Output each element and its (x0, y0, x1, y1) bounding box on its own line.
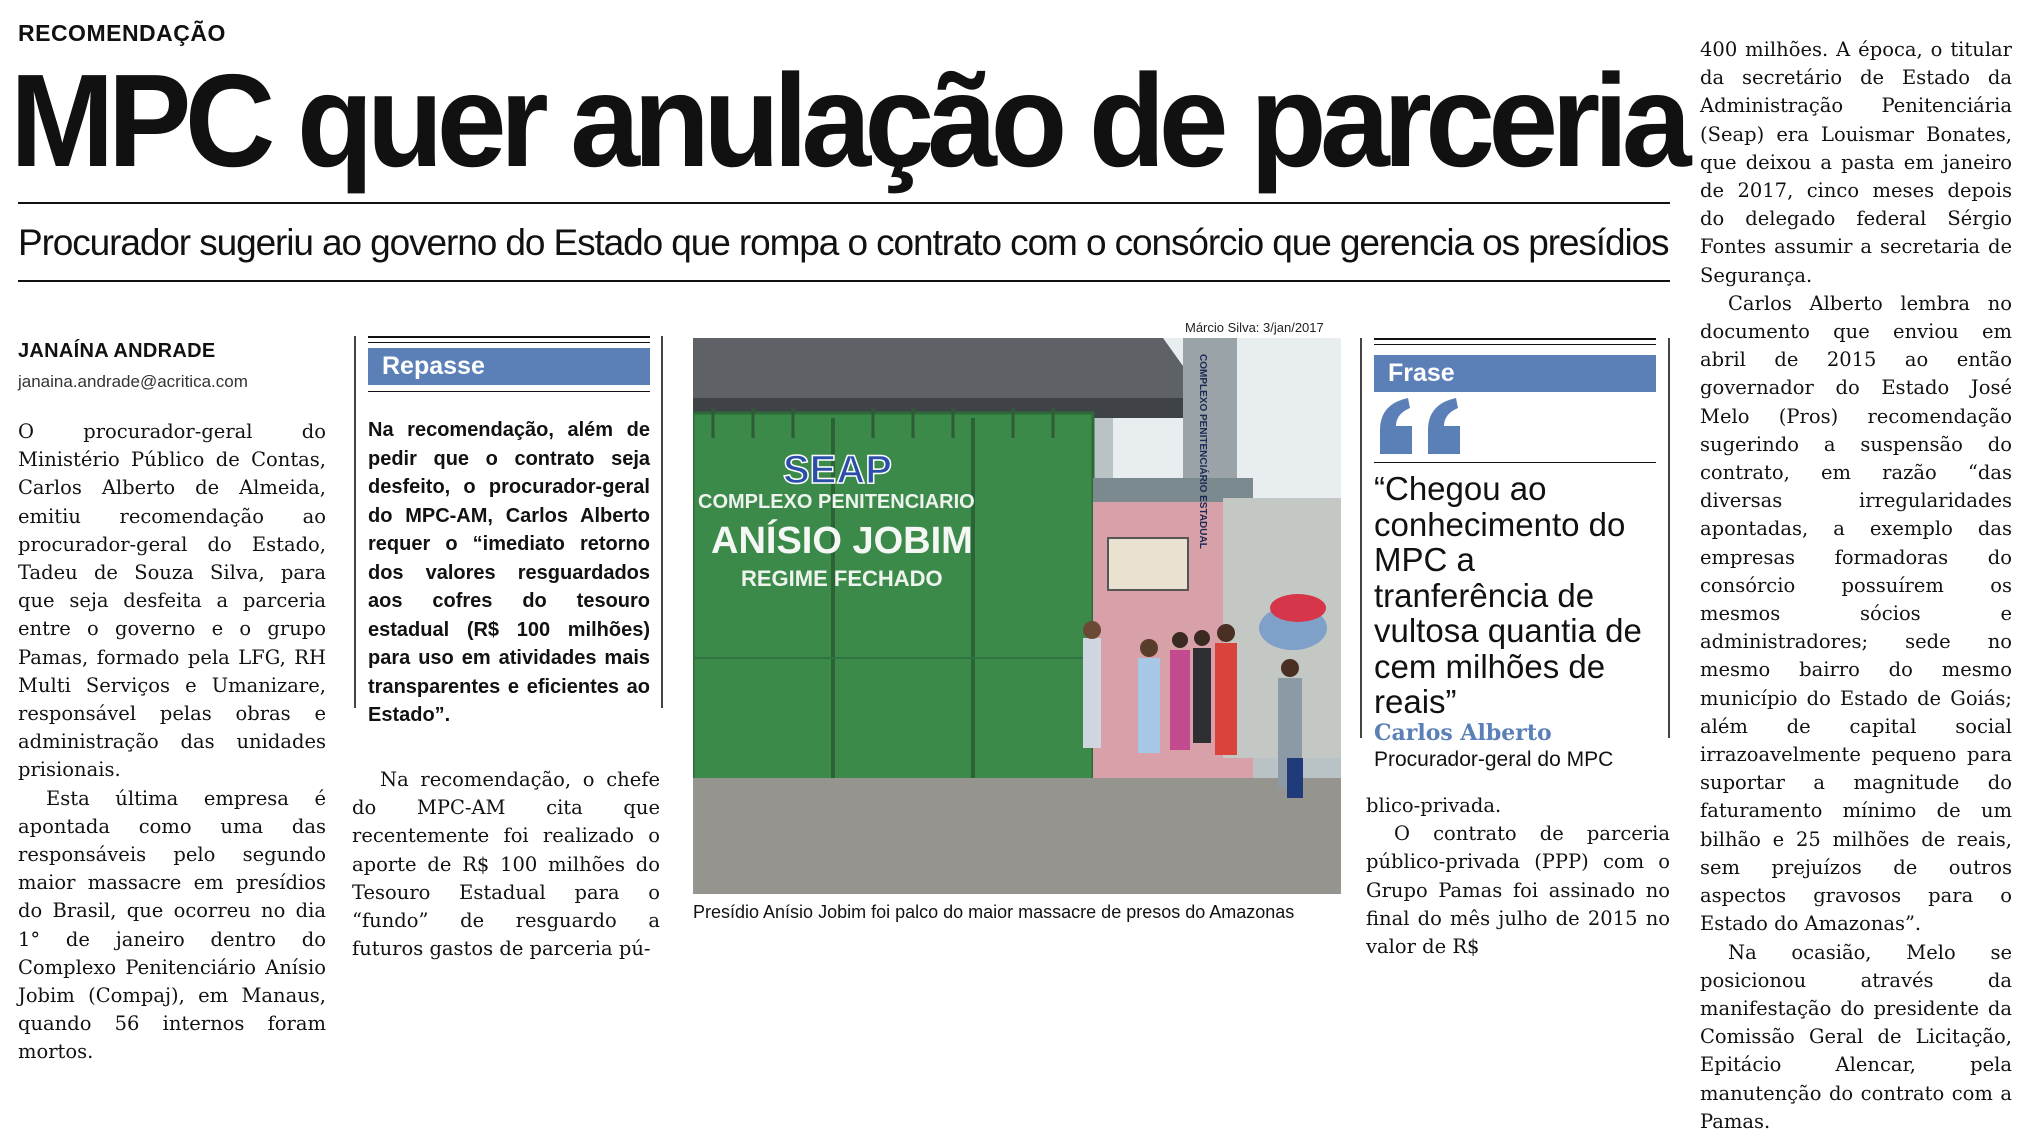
paragraph: Carlos Alberto lembra no documento que enviou em abril de 2015 ao então governador do Estado José Melo (Pros) recomendação sugerindo a suspensão do contrato, em razão “das diversas irregularidades apontadas, a exemplo das empresas formadoras do consórcio possuírem os mesmos sócios e administradores; sede no mesmo bairro do mesmo município do Estado de Goiás; além de capital social irrazoavelmente pequeno para suportar a magnitude do faturamento mínimo de um bilhão e 25 milhões de reais, sem prejuízos de outros aspectos gravosos para o Estado do Amazonas”. (1700, 291, 2012, 936)
paragraph: Na ocasião, Melo se posicionou através da manifestação do presidente da Comissão Geral de Licitação, Epitácio Alencar, pela manutenção do contrato com a Pamas. (1700, 940, 2012, 1133)
prison-gate-illustration (693, 338, 1341, 894)
wall-text-regime: REGIME FECHADO (741, 566, 943, 591)
article-column-3 (1366, 792, 1670, 961)
column-divider (1360, 338, 1362, 738)
quote-mark-glyph (1374, 396, 1474, 458)
headline: MPC quer anulação de parceria (10, 47, 1685, 194)
paragraph: blico-privada. (1366, 794, 1502, 817)
sidebar-box-title: Repasse (368, 348, 650, 385)
sidebar-box-text: Na recomendação, além de pedir que o contrato seja desfeito, o procurador-geral do MPC-AM, Carlos Alberto requer o “imediato retorno dos valores resguardados aos cofres do tesouro estadual (R$ 100 milhões) para uso em atividades mais transparentes e eficientes ao Estado”. (368, 419, 650, 726)
article-column-1 (18, 418, 326, 1067)
article-column-4 (1700, 36, 2012, 1136)
sidebar-box (368, 336, 650, 730)
quote-box-title: Frase (1374, 355, 1656, 392)
wall-text-seap: SEAP (783, 448, 892, 492)
box-top-rule (368, 336, 650, 343)
photo-caption: Presídio Anísio Jobim foi palco do maior massacre de presos do Amazonas (693, 902, 1295, 922)
section-label: RECOMENDAÇÃO (18, 20, 226, 46)
quote-author-role: Procurador-geral do MPC (1374, 747, 1614, 771)
photo-credit: Márcio Silva: 3/jan/2017 (1185, 320, 1324, 335)
quote-text: “Chegou ao conhecimento do MPC a tranferência de vultosa quantia de cem milhões de reais” (1374, 470, 1642, 720)
paragraph: Na recomendação, o chefe do MPC-AM cita que recentemente foi realizado o aporte de R$ 100 milhões do Tesouro Estadual para o “fundo” de resguardo a futuros gastos de parceria pú- (352, 768, 660, 961)
paragraph: O procurador-geral do Ministério Público de Contas, Carlos Alberto de Almeida, emitiu recomendação ao procurador-geral do Estado, Tadeu de Souza Silva, para que seja desfeita a parceria entre o governo e o grupo Pamas, formado pela LFG, RH Multi Serviços e Umanizare, responsável pelas obras e administração das unidades prisionais. (18, 420, 326, 782)
byline-author: JANAÍNA ANDRADE (18, 340, 216, 362)
box-rule (1374, 462, 1656, 463)
box-top-rule (1374, 338, 1656, 345)
box-rule (368, 391, 650, 392)
article-column-2 (352, 766, 660, 963)
quote-box (1374, 338, 1656, 772)
column-divider (1668, 338, 1670, 738)
tower-text: COMPLEXO PENITENCIÁRIO ESTADUAL (1197, 354, 1208, 549)
wall-text-complexo: COMPLEXO PENITENCIARIO (698, 491, 975, 513)
byline-email[interactable]: janaina.andrade@acritica.com (18, 372, 248, 391)
subheadline: Procurador sugeriu ao governo do Estado que rompa o contrato com o consórcio que gerencia os presídios (18, 222, 1669, 263)
paragraph: O contrato de parceria público-privada (PPP) com o Grupo Pamas foi assinado no final do mês julho de 2015 no valor de R$ (1366, 822, 1670, 959)
paragraph: 400 milhões. A época, o titular da secretário de Estado da Administração Penitenciária (Seap) era Louismar Bonates, que deixou a pasta em janeiro de 2017, cinco meses depois do delegado federal Sérgio Fontes assumir a secretaria de Segurança. (1700, 38, 2012, 287)
headline-divider (18, 202, 1670, 204)
subheadline-divider (18, 280, 1670, 282)
quote-author: Carlos Alberto (1374, 719, 1552, 746)
paragraph: Esta última empresa é apontada como uma das responsáveis pelo segundo maior massacre em presídios do Brasil, que ocorreu no dia 1° de janeiro dentro do Complexo Penitenciário Anísio Jobim (Compaj), em Manaus, quando 56 internos foram mortos. (18, 786, 326, 1064)
column-divider (354, 336, 356, 708)
column-divider (661, 336, 663, 708)
quote-mark-icon (1374, 396, 1656, 458)
wall-text-anisio: ANÍSIO JOBIM (711, 520, 973, 562)
article-photo (693, 338, 1341, 894)
